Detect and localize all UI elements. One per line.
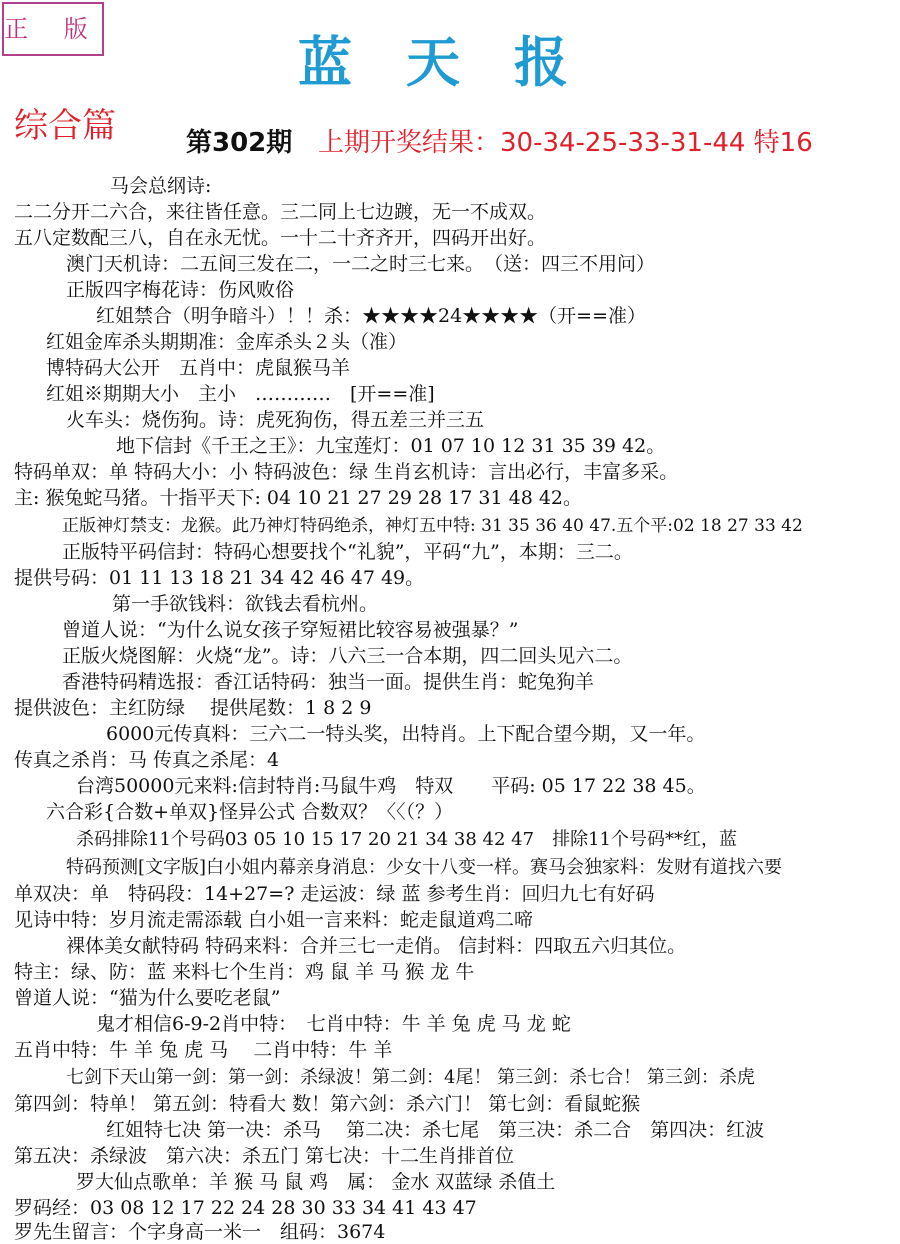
text-line: 特码单双：单 特码大小：小 特码波色：绿 生肖玄机诗：言出必行，丰富多采。	[14, 461, 679, 483]
text-line: 五八定数配三八，自在永无忧。一十二十齐齐开，四码开出好。	[14, 227, 547, 249]
text-line: 地下信封《千王之王》：九宝莲灯：01 07 10 12 31 35 39 42。	[116, 435, 666, 457]
text-line: 特主：绿、防：蓝 来料七个生肖：鸡 鼠 羊 马 猴 龙 牛	[14, 961, 475, 983]
text-line: 七剑下天山第一剑：第一剑：杀绿波！第二剑：4尾！ 第三剑：杀七合！ 第三剑：杀虎	[66, 1067, 755, 1088]
text-line: 正版四字梅花诗：伤风败俗	[66, 279, 295, 301]
text-line: 正版神灯禁支：龙猴。此乃神灯特码绝杀，神灯五中特: 31 35 36 40 47.五个平:02 18 27 33 42	[62, 516, 803, 536]
text-line: 正版特平码信封：特码心想要找个“礼貌”，平码“九”，本期：三二。	[62, 541, 633, 563]
text-line: 红姐特七决 第一决：杀马 第二决：杀七尾 第三决：杀二合 第四决：红波	[106, 1119, 765, 1141]
text-line: 台湾50000元来料:信封特肖:马鼠牛鸡 特双 平码: 05 17 22 38 45。	[76, 775, 706, 797]
text-line: 罗码经：03 08 12 17 22 24 28 30 33 34 41 43 47	[14, 1197, 477, 1219]
text-line: 曾道人说：“为什么说女孩子穿短裙比较容易被强暴？”	[62, 619, 519, 641]
text-line: 特码预测[文字版]白小姐内幕亲身消息：少女十八变一样。赛马会独家料：发财有道找六要	[66, 857, 783, 878]
genuine-stamp: 正 版	[2, 2, 104, 56]
text-line: 第四剑：特单！ 第五剑：特看大 数！第六剑：杀六门！ 第七剑：看鼠蛇猴	[14, 1093, 641, 1115]
text-line: 6000元传真料：三六二一特头奖，出特肖。上下配合望今期，又一年。	[106, 723, 706, 745]
text-line: 传真之杀肖：马 传真之杀尾：4	[14, 749, 280, 771]
text-line: 正版火烧图解：火烧“龙”。诗：八六三一合本期，四二回头见六二。	[62, 645, 633, 667]
text-line: 提供号码：01 11 13 18 21 34 42 46 47 49。	[14, 567, 425, 589]
text-line: 罗大仙点歌单：羊 猴 马 鼠 鸡 属： 金水 双蓝绿 杀值土	[76, 1171, 556, 1193]
text-line: 提供波色：主红防绿 提供尾数：1 8 2 9	[14, 697, 372, 719]
text-line: 第一手欲钱料：欲钱去看杭州。	[112, 593, 379, 615]
text-line: 主: 猴兔蛇马猪。十指平天下: 04 10 21 27 29 28 17 31 48 42。	[14, 487, 583, 509]
text-line: 第五决：杀绿波 第六决：杀五门 第七决：十二生肖排首位	[14, 1145, 515, 1167]
text-line: 红姐禁合（明争暗斗）！！杀：★★★★24★★★★（开==准）	[96, 305, 647, 327]
text-line: 罗先生留言：个字身高一米一 组码：3674	[14, 1221, 386, 1243]
text-line: 马会总纲诗:	[110, 175, 212, 197]
last-draw-result: 上期开奖结果：30-34-25-33-31-44 特16	[318, 128, 813, 158]
text-line: 杀码排除11个号码03 05 10 15 17 20 21 34 38 42 47 排除11个号码**红，蓝	[76, 829, 737, 850]
text-line: 曾道人说：“猫为什么要吃老鼠”	[14, 987, 281, 1009]
text-line: 香港特码精选报：香江话特码：独当一面。提供生肖：蛇兔狗羊	[62, 671, 595, 693]
text-line: 鬼才相信6-9-2肖中特： 七肖中特：牛 羊 兔 虎 马 龙 蛇	[96, 1013, 571, 1035]
text-line: 二二分开二六合，来往皆任意。三二同上七边踱，无一不成双。	[14, 201, 547, 223]
section-label: 综合篇	[14, 106, 116, 146]
text-line: 见诗中特：岁月流走需添载 白小姐一言来料：蛇走鼠道鸡二啼	[14, 909, 534, 931]
text-line: 澳门天机诗：二五间三发在二，一二之时三七来。 （送：四三不用问）	[66, 253, 656, 275]
text-line: 红姐金库杀头期期准：金库杀头２头（准）	[46, 331, 408, 353]
text-line: 五肖中特：牛 羊 兔 虎 马 二肖中特：牛 羊	[14, 1039, 393, 1061]
text-line: 红姐※期期大小 主小 ………… [开==准]	[46, 383, 435, 405]
text-line: 裸体美女献特码 特码来料：合并三七一走俏。 信封料：四取五六归其位。	[66, 935, 687, 957]
text-line: 博特码大公开 五肖中：虎鼠猴马羊	[46, 357, 351, 379]
newspaper-title: 蓝天报	[298, 31, 622, 94]
text-line: 火车头：烧伤狗。诗：虎死狗伤，得五差三并三五	[66, 409, 485, 431]
issue-number: 第302期	[186, 128, 293, 158]
text-line: 六合彩{合数+单双}怪异公式 合数双？〈〈（？）	[46, 801, 454, 823]
text-line: 单双决：单 特码段：14+27=? 走运波：绿 蓝 参考生肖：回归九七有好码	[14, 883, 655, 905]
